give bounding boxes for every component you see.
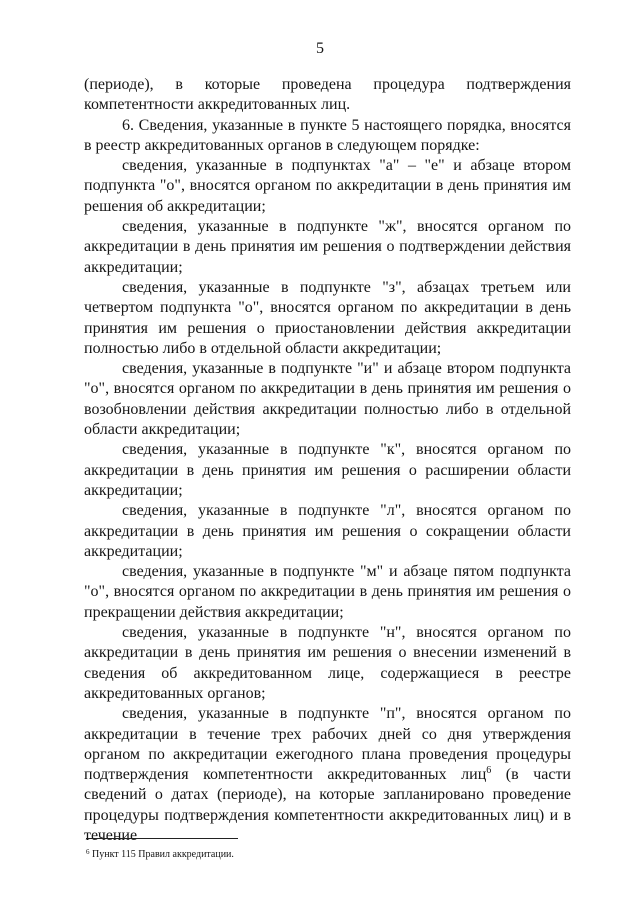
- paragraph-subitem-p-text: сведения, указанные в подпункте "п", вносятся органом по аккредитации в течение трех рабочих дней со дня утверждения органом по аккредитации ежегодного плана проведения процедуры подтверждения компетентности аккредитованных лиц: [84, 705, 571, 784]
- page-number: 5: [316, 40, 324, 57]
- paragraph-subitem-i: сведения, указанные в подпункте "и" и абзаце втором подпункта "о", вносятся органом по аккредитации в день принятия им решения о возобновлении действия аккредитации полностью либо в отдельной области аккредитации;: [84, 360, 571, 439]
- paragraph-subitems-a-e: сведения, указанные в подпунктах "а" – "е" и абзаце втором подпункта "о", вносятся органом по аккредитации в день принятия им решения об аккредитации;: [84, 157, 571, 215]
- document-body: [84, 75, 571, 846]
- paragraph-subitem-n: сведения, указанные в подпункте "н", вносятся органом по аккредитации в день принятия им решения о внесении изменений в сведения об аккредитованном лице, содержащиеся в реестре аккредитованных органов;: [84, 624, 571, 702]
- paragraph-subitem-p: [84, 704, 571, 846]
- footnote-reference: 6: [486, 765, 492, 777]
- footnote-divider: [86, 838, 238, 839]
- footnote-mark: 6: [86, 848, 90, 856]
- paragraph-item-6: 6. Сведения, указанные в пункте 5 настоящего порядка, вносятся в реестр аккредитованных органов в следующем порядке:: [84, 116, 571, 154]
- paragraph-subitem-l: сведения, указанные в подпункте "л", вносятся органом по аккредитации в день принятия им решения о сокращении области аккредитации;: [84, 502, 571, 560]
- paragraph-subitem-zh: сведения, указанные в подпункте "ж", вносятся органом по аккредитации в день принятия им решения о подтверждении действия аккредитации;: [84, 218, 571, 276]
- footnote: [86, 849, 234, 861]
- paragraph-continuation: (периоде), в которые проведена процедура подтверждения компетентности аккредитованных лиц.: [84, 76, 571, 114]
- paragraph-subitem-k: сведения, указанные в подпункте "к", вносятся органом по аккредитации в день принятия им решения о расширении области аккредитации;: [84, 441, 571, 499]
- paragraph-subitem-p-continuation: (в части сведений о датах (периоде), на которые запланировано проведение процедуры подтверждения компетентности аккредитованных лиц) и в течение: [84, 766, 571, 844]
- paragraph-subitem-m: сведения, указанные в подпункте "м" и абзаце пятом подпункта "о", вносятся органом по аккредитации в день принятия им решения о прекращении действия аккредитации;: [84, 563, 571, 621]
- footnote-text: Пункт 115 Правил аккредитации.: [89, 849, 234, 860]
- paragraph-subitem-z: сведения, указанные в подпункте "з", абзацах третьем или четвертом подпункта "о", вносятся органом по аккредитации в день принятия им решения о приостановлении действия аккредитации полностью либо в отдельной области аккредитации;: [84, 278, 571, 357]
